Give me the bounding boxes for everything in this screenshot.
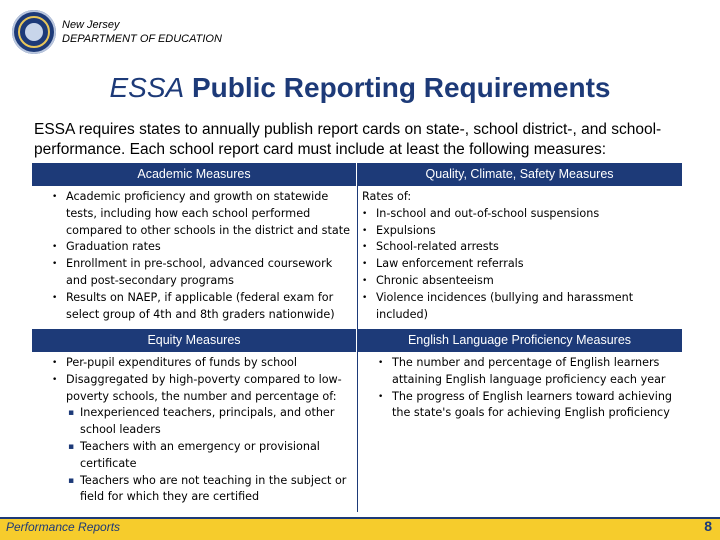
english-measures-heading: English Language Proficiency Measures (357, 329, 682, 352)
english-measures-cell (357, 352, 682, 512)
quality-measures-heading: Quality, Climate, Safety Measures (357, 163, 682, 186)
page-title (0, 72, 720, 104)
academic-measures-heading: Academic Measures (32, 163, 357, 186)
measures-table (32, 163, 682, 512)
list-item: • Chronic absenteeism (376, 273, 676, 290)
list-item: • Law enforcement referrals (376, 256, 676, 273)
list-item: • Results on NAEP, if applicable (federal exam for select group of 4th and 8th graders nationwide) (66, 290, 351, 324)
quality-measures-cell (357, 186, 682, 329)
footer-divider (0, 517, 720, 519)
sub-list-item: ▪ Teachers with an emergency or provisional certificate (80, 439, 351, 473)
list-item: • Academic proficiency and growth on statewide tests, including how each school performed compared to other schools in the district and state (66, 189, 351, 239)
list-item: • Per-pupil expenditures of funds by school (66, 355, 351, 372)
academic-measures-cell (32, 186, 357, 329)
table-row (32, 352, 682, 512)
equity-measures-heading: Equity Measures (32, 329, 357, 352)
department-name: DEPARTMENT OF EDUCATION (62, 33, 222, 45)
state-name: New Jersey (62, 19, 120, 31)
list-item: • In-school and out-of-school suspensions (376, 206, 676, 223)
list-item: • Violence incidences (bullying and harassment included) (376, 290, 676, 324)
sub-list-item: ▪ Inexperienced teachers, principals, and other school leaders (80, 405, 351, 439)
title-prefix: ESSA (109, 72, 185, 103)
title-rest: Public Reporting Requirements (184, 72, 611, 103)
table-row (32, 186, 682, 329)
equity-measures-cell (32, 352, 357, 512)
table-header-row (32, 329, 682, 352)
footer-bar (0, 517, 720, 540)
page-number: 8 (704, 518, 712, 534)
intro-paragraph: ESSA requires states to annually publish report cards on state-, school district-, and school-performance. Each school report card must include at least the following measures: (34, 121, 662, 158)
list-item: • Expulsions (376, 223, 676, 240)
rates-intro: Rates of: (362, 190, 412, 203)
organization-name (62, 18, 222, 46)
list-item: • The progress of English learners toward achieving the state's goals for achieving English proficiency (392, 389, 676, 423)
list-item: • Graduation rates (66, 239, 351, 256)
list-item: • School-related arrests (376, 239, 676, 256)
header (12, 10, 222, 54)
footer-label: Performance Reports (6, 520, 121, 534)
list-item: • The number and percentage of English learners attaining English language proficiency each year (392, 355, 676, 389)
list-item: • Enrollment in pre-school, advanced coursework and post-secondary programs (66, 256, 351, 290)
sub-list-item: ▪ Teachers who are not teaching in the subject or field for which they are certified (80, 473, 351, 507)
table-header-row (32, 163, 682, 186)
nj-state-seal-icon (12, 10, 56, 54)
list-item: • Disaggregated by high-poverty compared to low-poverty schools, the number and percentage of: (66, 372, 351, 406)
seal-core (25, 23, 43, 41)
